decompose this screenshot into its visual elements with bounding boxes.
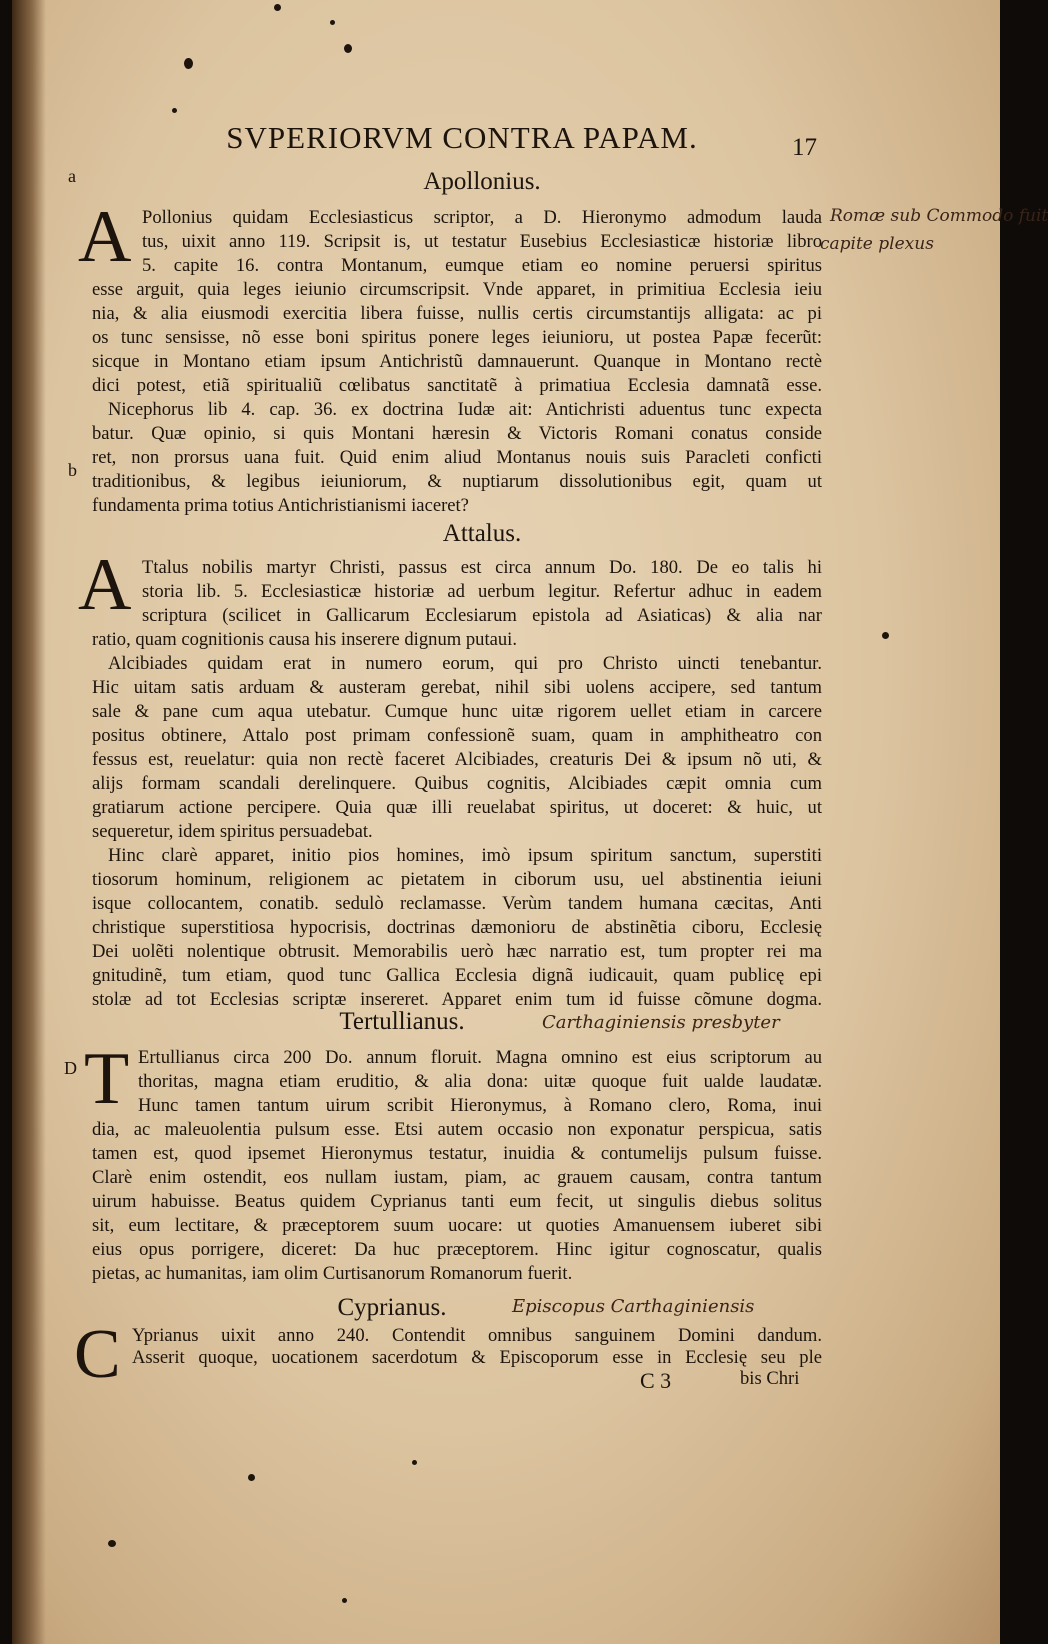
text-line: os tunc sensisse, nõ esse boni spiritus ponere leges ieiunioru, ut postea Papæ fecerũt:: [92, 327, 822, 348]
section-heading-attalus: Attalus.: [442, 520, 522, 547]
text-line: eius opus porrigere, diceret: Da huc præceptorem. Hinc igitur cognoscatur, qualis: [92, 1239, 822, 1260]
handwritten-margin-note-1: Romæ sub Commodo fuit: [830, 206, 1048, 226]
text-line: gnitudinẽ, tum etiam, quod tunc Gallica Ecclesia dignã iudicauit, quam publicę epi: [92, 965, 822, 986]
text-line: Clarè enim ostendit, eos nullam iustam, piam, ac grauem causam, contra tantum: [92, 1167, 822, 1188]
text-line: fessus est, reuelatur: quia non rectè faceret Alcibiades, creaturis Dei & ipsum nõ uti, &: [92, 749, 822, 770]
text-line: Hinc clarè apparet, initio pios homines, imò ipsum spiritum sanctum, superstiti: [108, 845, 822, 866]
text-line: positus obtinere, Attalo post primam confessionẽ suam, quam in amphitheatro con: [92, 725, 822, 746]
text-line: sit, eum lectitare, & præceptorem suum uocare: ut quoties Amanuensem iuberet sibi: [92, 1215, 822, 1236]
ink-speck: [330, 20, 335, 25]
text-line: dia, ac maleuolentia pulsum esse. Etsi autem occasio non exponatur perspicua, satis: [92, 1119, 822, 1140]
ink-speck: [274, 4, 281, 11]
text-line: sequeretur, idem spiritus persuadebat.: [92, 821, 373, 842]
margin-letter-b: b: [68, 460, 77, 480]
text-line: Nicephorus lib 4. cap. 36. ex doctrina Iudæ ait: Antichristi aduentus tunc expecta: [108, 399, 822, 420]
text-line: 5. capite 16. contra Montanum, eumque etiam eo nomine peruersi spiritus: [142, 255, 822, 276]
text-line: alijs formam scandali derelinquere. Quibus cognitis, Alcibiades cæpit omnia cum: [92, 773, 822, 794]
text-line: ret, non prorsus uana fuit. Quid enim aliud Montanus nouis suis Paracleti conficti: [92, 447, 822, 468]
dropcap-attalus: A: [78, 544, 132, 626]
handwritten-note-cyprianus: Episcopus Carthaginiensis: [512, 1296, 755, 1317]
dropcap-apollonius: A: [78, 196, 132, 278]
section-heading-apollonius: Apollonius.: [423, 168, 541, 195]
text-line: sale & pane cum aqua utebatur. Cumque hunc uitæ rigorem uellet etiam in carcere: [92, 701, 822, 722]
text-line: Yprianus uixit anno 240. Contendit omnibus sanguinem Domini dandum.: [132, 1325, 822, 1346]
text-line: ratio, quam cognitionis causa his inserere dignum putaui.: [92, 629, 517, 650]
text-line: scriptura (scilicet in Gallicarum Ecclesiarum epistola ad Asiaticas) & alia nar: [142, 605, 822, 626]
margin-letter-d: D: [64, 1058, 77, 1078]
dropcap-tertullianus: T: [84, 1038, 130, 1120]
ink-speck: [344, 44, 352, 53]
text-line: isque collocantem, conatib. sedulò reclamasse. Verùm tandem humana cæcitas, Anti: [92, 893, 822, 914]
ink-speck: [342, 1598, 347, 1603]
text-line: stolæ ad tot Ecclesias scriptæ insereret. Apparet enim tum id fuisse cõmune dogma.: [92, 989, 822, 1010]
text-line: batur. Quæ opinio, si quis Montani hæresin & Victoris Romani conatus conside: [92, 423, 822, 444]
page-binding-shadow: [12, 0, 46, 1644]
signature-mark: C 3: [640, 1368, 672, 1393]
text-line: storia lib. 5. Ecclesiasticæ historiæ ad uerbum legitur. Refertur adhuc in eadem: [142, 581, 822, 602]
margin-letter-a: a: [68, 166, 76, 186]
text-line: Ttalus nobilis martyr Christi, passus est circa annum Do. 180. De eo talis hi: [142, 557, 822, 578]
text-line: Hic uitam satis arduam & austeram gerebat, nihil sibi uolens accipere, sed tantum: [92, 677, 822, 698]
text-line: Hunc tamen tantum uirum scribit Hieronymus, à Romano clero, Roma, inui: [138, 1095, 822, 1116]
ink-speck: [882, 632, 889, 639]
text-line: tiosorum hominum, religionem ac pietatem in ciborum usu, uel abstinentia ieiuni: [92, 869, 822, 890]
text-line: pietas, ac humanitas, iam olim Curtisanorum Romanorum fuerit.: [92, 1263, 573, 1284]
text-line: tus, uixit anno 119. Scripsit is, ut testatur Eusebius Ecclesiasticæ historiæ libro: [142, 231, 822, 252]
text-line: dici potest, etiã spiritualiũ cœlibatus sanctitatẽ à primatiua Ecclesia damnatã esse.: [92, 375, 822, 396]
ink-speck: [412, 1460, 417, 1465]
catchword: bis Chri: [740, 1368, 800, 1389]
handwritten-margin-note-2: capite plexus: [820, 234, 934, 254]
text-line: esse arguit, quia leges ieiunio circumscripsit. Vnde apparet, in primitiua Ecclesia ieiu: [92, 279, 822, 300]
text-line: nia, & alia eiusmodi exercitia libera fuisse, nullis certis circumstantijs alligata: ac pi: [92, 303, 822, 324]
dropcap-cyprianus: C: [74, 1316, 121, 1393]
text-line: thoritas, magna etiam eruditio, & alia dona: uitæ quoque fuit ualde laudatæ.: [138, 1071, 822, 1092]
running-head: SVPERIORVM CONTRA PAPAM.: [226, 120, 698, 155]
section-heading-tertullianus: Tertullianus.: [339, 1008, 465, 1035]
text-line: sicque in Montano etiam ipsum Antichristũ damnauerunt. Quanque in Montano rectè: [92, 351, 822, 372]
text-line: Ertullianus circa 200 Do. annum floruit. Magna omnino est eius scriptorum au: [138, 1047, 822, 1068]
ink-speck: [184, 58, 193, 69]
ink-speck: [248, 1474, 255, 1481]
text-line: Asserit quoque, uocationem sacerdotum & Episcoporum esse in Ecclesię seu ple: [132, 1347, 822, 1368]
text-line: uirum habuisse. Beatus quidem Cyprianus tanti eum fecit, ut singulis diebus solitus: [92, 1191, 822, 1212]
text-line: traditionibus, & legibus ieiuniorum, & nuptiarum dissolutionibus egit, quam ut: [92, 471, 822, 492]
ink-speck: [108, 1540, 116, 1547]
text-line: Pollonius quidam Ecclesiasticus scriptor, a D. Hieronymo admodum lauda: [142, 207, 822, 228]
page-number: 17: [792, 134, 817, 161]
book-page: [12, 0, 1048, 1644]
section-heading-cyprianus: Cyprianus.: [337, 1294, 447, 1321]
handwritten-note-tertullianus: Carthaginiensis presbyter: [542, 1012, 780, 1033]
ink-speck: [172, 108, 177, 113]
text-line: Dei uolẽti nolentique obtrusit. Memorabilis uerò hæc narratio est, tum propter rei ma: [92, 941, 822, 962]
text-line: gratiarum actione percipere. Quia quæ illi reuelabat spiritus, ut doceret: & huic, ut: [92, 797, 822, 818]
text-line: Alcibiades quidam erat in numero eorum, qui pro Christo uincti tenebantur.: [108, 653, 822, 674]
text-line: fundamenta prima totius Antichristianismi iaceret?: [92, 495, 469, 516]
text-line: christique superstitiosa hypocrisis, doctrinas dæmonioru de abstinẽtia ciboru, Ecclesię: [92, 917, 822, 938]
text-line: tamen est, quod ipsemet Hieronymus testatur, inuidia & contumelijs pulsum fuisse.: [92, 1143, 822, 1164]
